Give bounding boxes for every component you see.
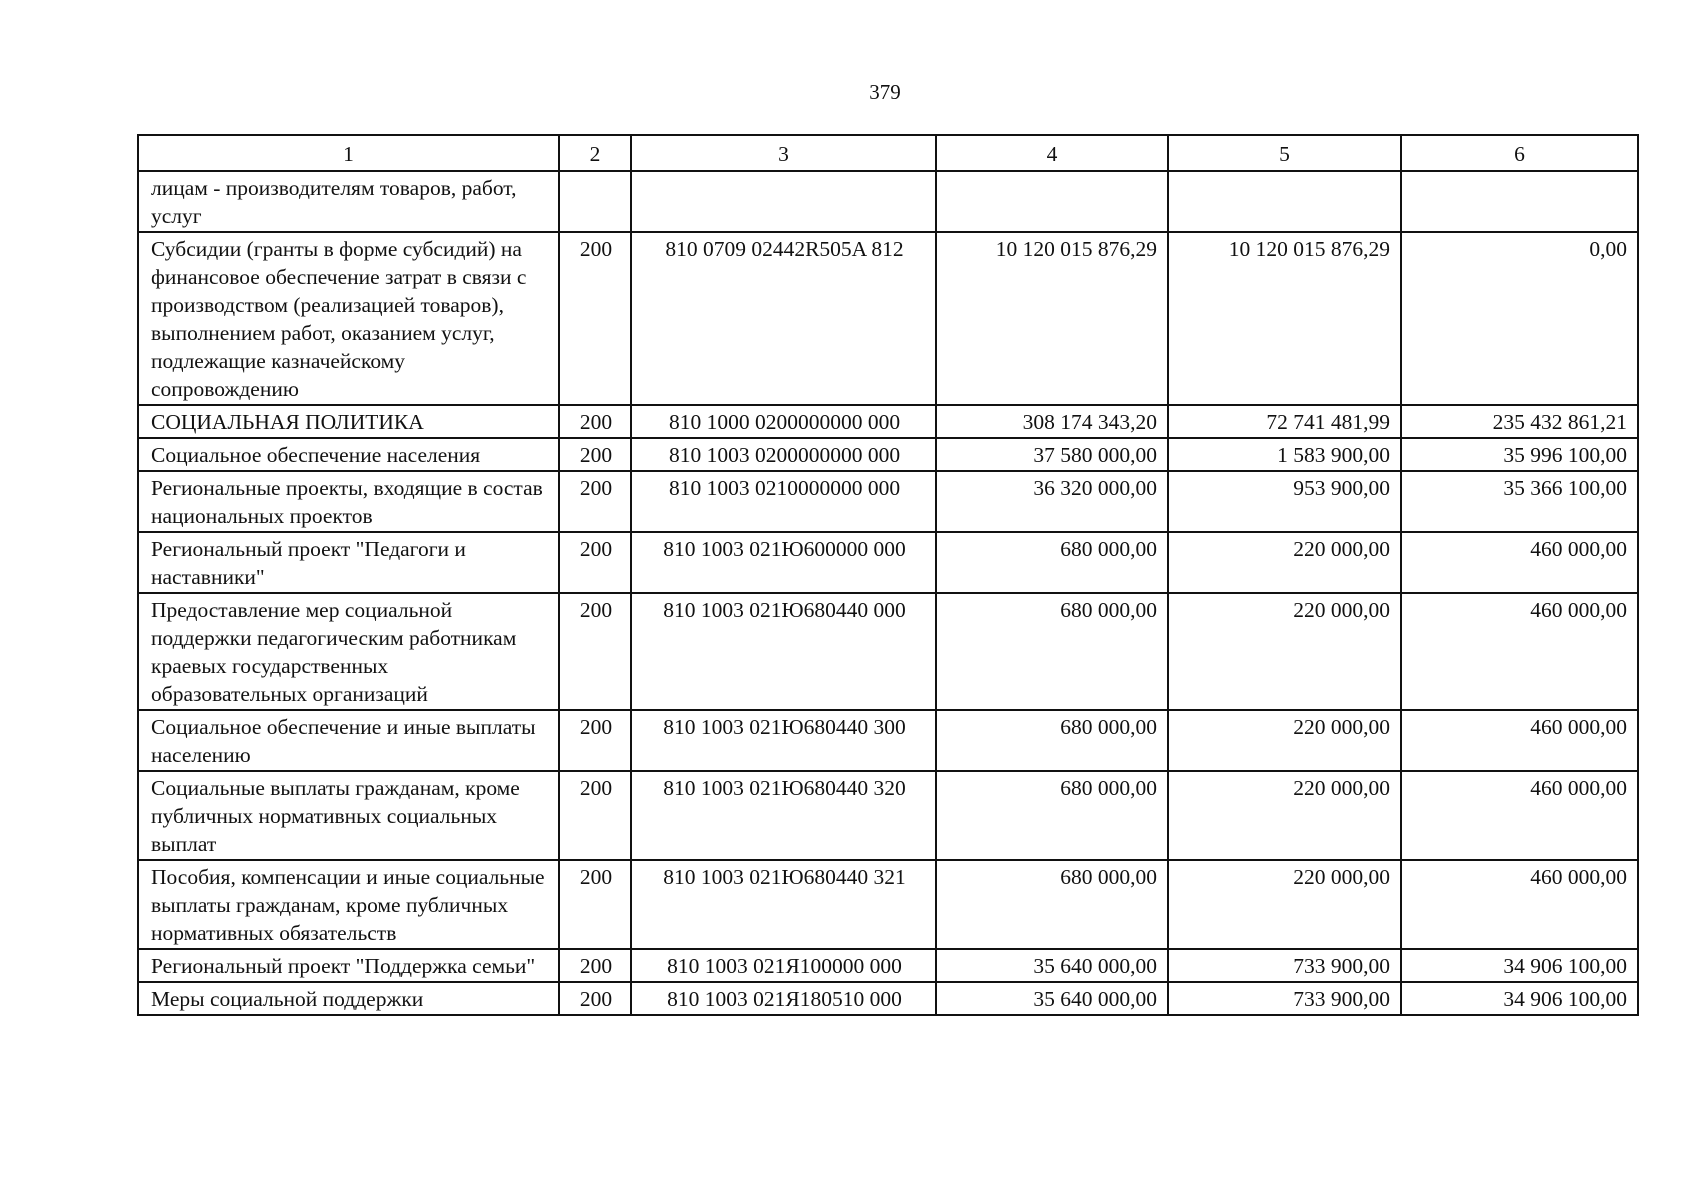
cell-admin-code: 200 xyxy=(559,949,631,982)
cell-remaining-amount xyxy=(1401,171,1638,232)
budget-table xyxy=(137,134,1639,1016)
cell-admin-code: 200 xyxy=(559,710,631,771)
cell-name: Региональный проект "Педагоги и наставники" xyxy=(138,532,559,593)
cell-budget-code: 810 0709 02442R505A 812 xyxy=(631,232,936,405)
cell-admin-code xyxy=(559,171,631,232)
cell-admin-code: 200 xyxy=(559,405,631,438)
cell-remaining-amount: 460 000,00 xyxy=(1401,771,1638,860)
table-row xyxy=(138,171,1638,232)
cell-budget-code: 810 1003 021Я180510 000 xyxy=(631,982,936,1015)
table-row xyxy=(138,860,1638,949)
table-row xyxy=(138,532,1638,593)
cell-remaining-amount: 235 432 861,21 xyxy=(1401,405,1638,438)
cell-admin-code: 200 xyxy=(559,438,631,471)
cell-executed-amount: 220 000,00 xyxy=(1168,593,1401,710)
table-row xyxy=(138,438,1638,471)
cell-executed-amount: 733 900,00 xyxy=(1168,982,1401,1015)
cell-name: Предоставление мер социальной поддержки педагогическим работникам краевых государственных образовательных организаций xyxy=(138,593,559,710)
cell-remaining-amount: 460 000,00 xyxy=(1401,593,1638,710)
cell-plan-amount: 35 640 000,00 xyxy=(936,949,1168,982)
cell-name: Меры социальной поддержки xyxy=(138,982,559,1015)
header-cell-col2: 2 xyxy=(559,135,631,171)
cell-remaining-amount: 34 906 100,00 xyxy=(1401,982,1638,1015)
cell-executed-amount: 733 900,00 xyxy=(1168,949,1401,982)
cell-admin-code: 200 xyxy=(559,232,631,405)
header-cell-col4: 4 xyxy=(936,135,1168,171)
table-row xyxy=(138,593,1638,710)
cell-admin-code: 200 xyxy=(559,860,631,949)
table-row xyxy=(138,232,1638,405)
table-row xyxy=(138,982,1638,1015)
cell-plan-amount: 680 000,00 xyxy=(936,532,1168,593)
cell-executed-amount: 10 120 015 876,29 xyxy=(1168,232,1401,405)
cell-name: Региональные проекты, входящие в состав национальных проектов xyxy=(138,471,559,532)
cell-executed-amount xyxy=(1168,171,1401,232)
cell-budget-code: 810 1003 021Я100000 000 xyxy=(631,949,936,982)
cell-name: Социальное обеспечение и иные выплаты населению xyxy=(138,710,559,771)
table-row xyxy=(138,771,1638,860)
cell-admin-code: 200 xyxy=(559,771,631,860)
header-cell-col5: 5 xyxy=(1168,135,1401,171)
cell-executed-amount: 220 000,00 xyxy=(1168,860,1401,949)
page-number: 379 xyxy=(869,80,901,104)
cell-budget-code: 810 1003 021Ю680440 300 xyxy=(631,710,936,771)
cell-plan-amount xyxy=(936,171,1168,232)
cell-remaining-amount: 460 000,00 xyxy=(1401,710,1638,771)
cell-remaining-amount: 0,00 xyxy=(1401,232,1638,405)
cell-plan-amount: 680 000,00 xyxy=(936,710,1168,771)
cell-plan-amount: 36 320 000,00 xyxy=(936,471,1168,532)
cell-executed-amount: 1 583 900,00 xyxy=(1168,438,1401,471)
cell-admin-code: 200 xyxy=(559,593,631,710)
cell-executed-amount: 220 000,00 xyxy=(1168,771,1401,860)
cell-budget-code: 810 1003 021Ю680440 321 xyxy=(631,860,936,949)
cell-remaining-amount: 34 906 100,00 xyxy=(1401,949,1638,982)
header-cell-col1: 1 xyxy=(138,135,559,171)
cell-remaining-amount: 460 000,00 xyxy=(1401,860,1638,949)
cell-plan-amount: 308 174 343,20 xyxy=(936,405,1168,438)
cell-plan-amount: 680 000,00 xyxy=(936,593,1168,710)
cell-plan-amount: 680 000,00 xyxy=(936,860,1168,949)
cell-name: СОЦИАЛЬНАЯ ПОЛИТИКА xyxy=(138,405,559,438)
cell-name: Пособия, компенсации и иные социальные выплаты гражданам, кроме публичных нормативных обязательств xyxy=(138,860,559,949)
cell-remaining-amount: 460 000,00 xyxy=(1401,532,1638,593)
cell-budget-code: 810 1000 0200000000 000 xyxy=(631,405,936,438)
cell-plan-amount: 37 580 000,00 xyxy=(936,438,1168,471)
cell-name: Субсидии (гранты в форме субсидий) на финансовое обеспечение затрат в связи с производством (реализацией товаров), выполнением работ, оказанием услуг, подлежащие казначейскому сопровождению xyxy=(138,232,559,405)
cell-budget-code: 810 1003 0210000000 000 xyxy=(631,471,936,532)
header-row xyxy=(138,135,1638,171)
header-cell-col6: 6 xyxy=(1401,135,1638,171)
cell-budget-code: 810 1003 021Ю600000 000 xyxy=(631,532,936,593)
cell-budget-code: 810 1003 021Ю680440 320 xyxy=(631,771,936,860)
cell-plan-amount: 10 120 015 876,29 xyxy=(936,232,1168,405)
table-row xyxy=(138,949,1638,982)
cell-budget-code: 810 1003 0200000000 000 xyxy=(631,438,936,471)
cell-name: Социальные выплаты гражданам, кроме публичных нормативных социальных выплат xyxy=(138,771,559,860)
cell-executed-amount: 220 000,00 xyxy=(1168,710,1401,771)
cell-budget-code: 810 1003 021Ю680440 000 xyxy=(631,593,936,710)
cell-executed-amount: 953 900,00 xyxy=(1168,471,1401,532)
cell-budget-code xyxy=(631,171,936,232)
header-cell-col3: 3 xyxy=(631,135,936,171)
cell-admin-code: 200 xyxy=(559,471,631,532)
table-row xyxy=(138,471,1638,532)
cell-executed-amount: 72 741 481,99 xyxy=(1168,405,1401,438)
cell-admin-code: 200 xyxy=(559,982,631,1015)
cell-admin-code: 200 xyxy=(559,532,631,593)
cell-executed-amount: 220 000,00 xyxy=(1168,532,1401,593)
cell-name: лицам - производителям товаров, работ, услуг xyxy=(138,171,559,232)
cell-remaining-amount: 35 996 100,00 xyxy=(1401,438,1638,471)
table-row xyxy=(138,710,1638,771)
cell-plan-amount: 35 640 000,00 xyxy=(936,982,1168,1015)
table-row xyxy=(138,405,1638,438)
cell-name: Социальное обеспечение населения xyxy=(138,438,559,471)
cell-remaining-amount: 35 366 100,00 xyxy=(1401,471,1638,532)
cell-plan-amount: 680 000,00 xyxy=(936,771,1168,860)
cell-name: Региональный проект "Поддержка семьи" xyxy=(138,949,559,982)
